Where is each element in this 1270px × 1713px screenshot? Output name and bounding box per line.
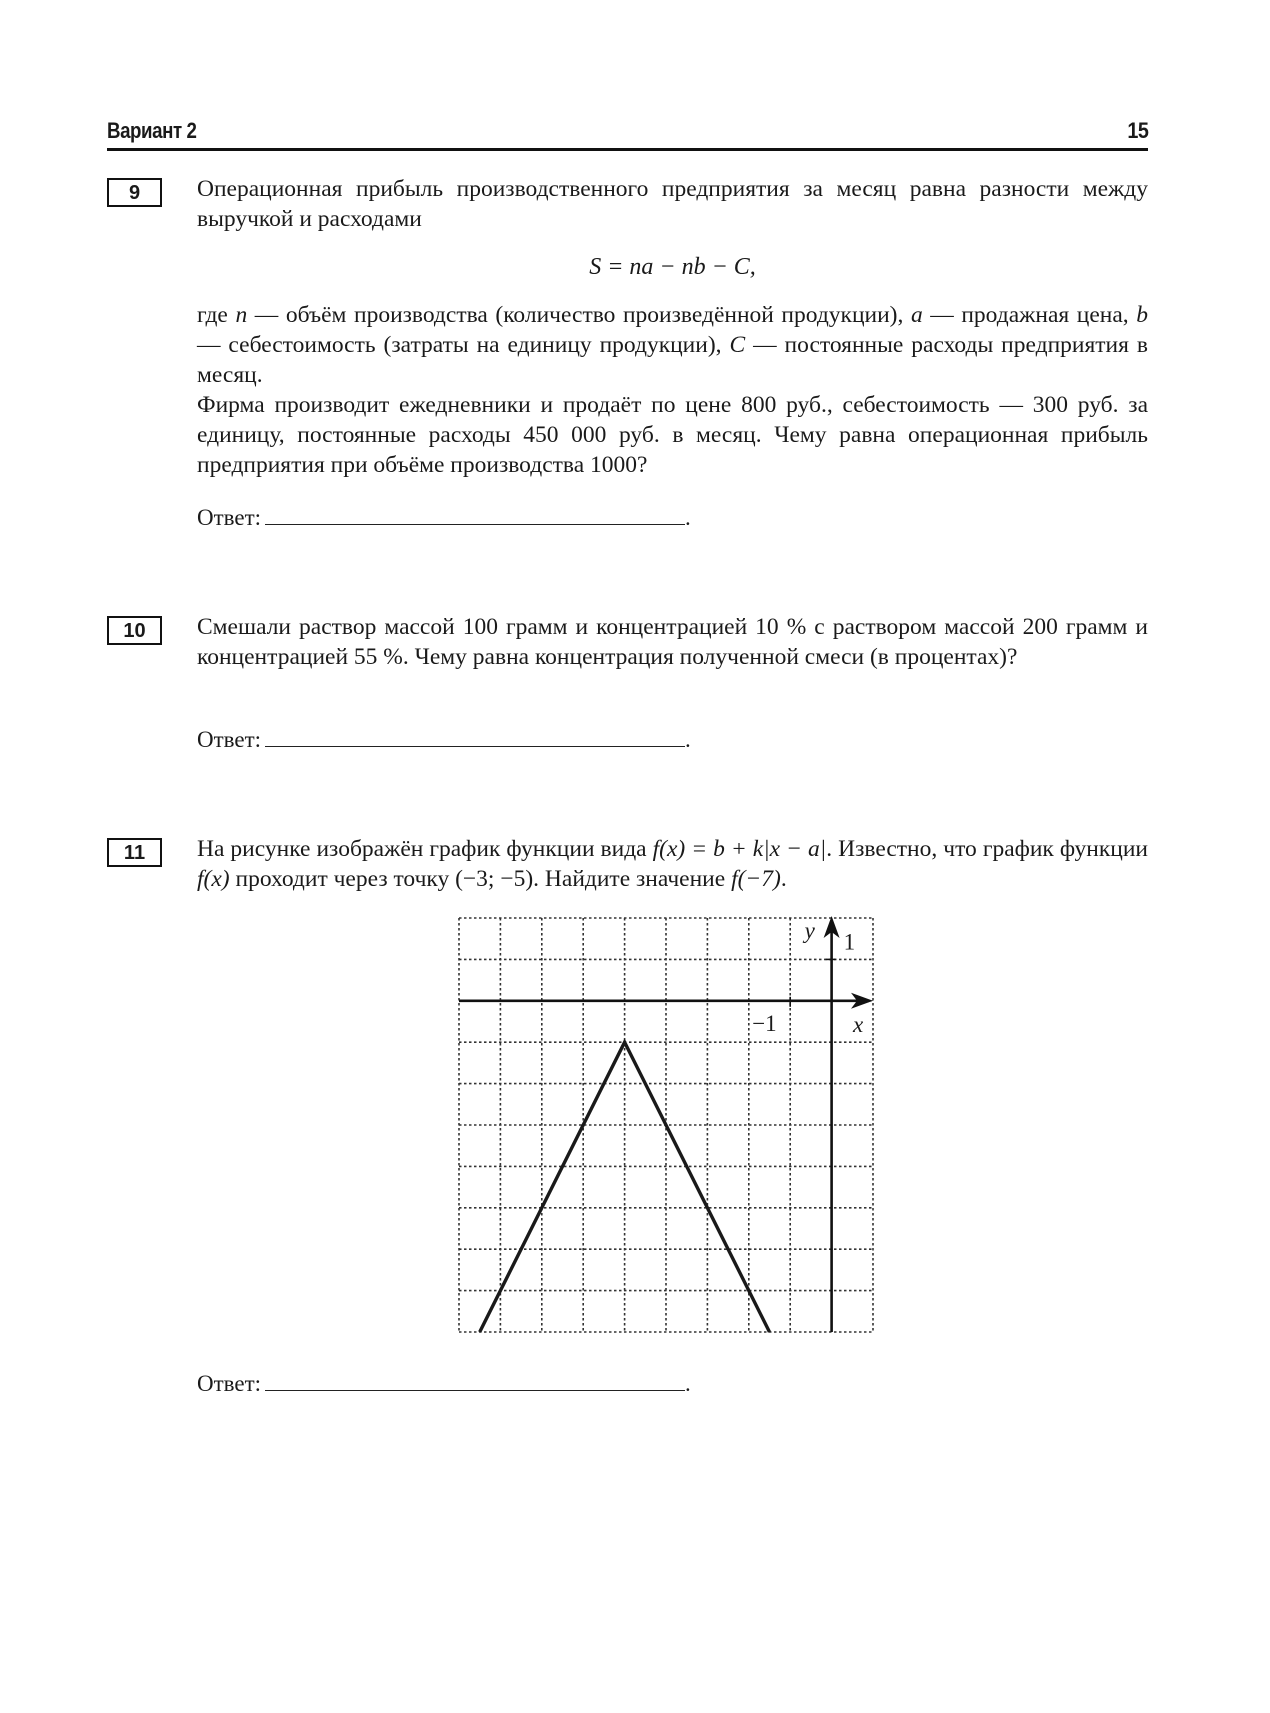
answer-label: Ответ: [197,505,262,530]
y-tick-label: 1 [843,929,856,955]
answer-period: . [685,1371,691,1396]
graph-svg [440,900,900,1350]
answer-label: Ответ: [197,727,262,752]
task-question [197,834,1148,894]
answer-field[interactable] [265,1368,685,1391]
page-header [107,114,1148,151]
task-question: Фирма производит ежедневники и продаёт по цене 800 руб., себестоимость — 300 руб. за единицу, постоянные расходы 450 000 руб. в месяц. Чему равна операционная прибыль предприятия при объёме производства 1000? [197,392,1148,478]
task-question: Смешали раствор массой 100 грамм и концентрацией 10 % с раствором массой 200 грамм и концентрацией 55 %. Чему равна концентрация полученной смеси (в процентах)? [197,614,1148,670]
text-span: — постоянные расходы предприятия в месяц. [197,332,1148,388]
formula: S = na − nb − C, [589,254,756,280]
var-n: n [235,302,248,328]
task-body [197,174,1148,480]
var-C: C [729,332,746,358]
answer-row [197,1368,691,1399]
x-tick-label: −1 [752,1010,777,1036]
axis-labels [752,918,864,1037]
answer-row [197,724,691,755]
text-span: — продажная цена, [922,302,1137,328]
task-number: 11 [107,838,162,867]
page-number: 15 [1126,118,1148,143]
answer-field[interactable] [265,502,685,525]
answer-period: . [685,505,691,530]
text-span: где [197,302,236,328]
var-b: b [1136,302,1148,328]
answer-field[interactable] [265,724,685,747]
task-number: 9 [107,178,162,207]
task-body [197,834,1148,894]
text-span: . Известно, что график функции [826,836,1148,862]
text-span: . [780,866,787,892]
answer-row [197,502,691,533]
function-graph [440,900,900,1350]
task-body [197,612,1148,672]
text-span: — себестоимость (затраты на единицу продукции), [197,332,730,358]
var-a: a [910,302,923,328]
function-name: f(x) [197,866,230,892]
task-number: 10 [107,616,162,645]
x-axis-label: x [853,1011,864,1037]
text-span: проходит через точку (−3; −5). Найдите значение [229,866,732,892]
function-call: f(−7) [731,866,781,892]
y-axis-label: y [804,918,815,943]
answer-label: Ответ: [197,1371,262,1396]
text-span: На рисунке изображён график функции вида [197,836,653,862]
function-expr: f(x) = b + k|x − a| [652,836,827,862]
definitions [197,300,1148,390]
answer-period: . [685,727,691,752]
task-intro: Операционная прибыль производственного предприятия за месяц равна разности между выручкой и расходами [197,176,1148,232]
variant-title: Вариант 2 [107,118,197,143]
text-span: — объём производства (количество произведённой продукции), [247,302,911,328]
